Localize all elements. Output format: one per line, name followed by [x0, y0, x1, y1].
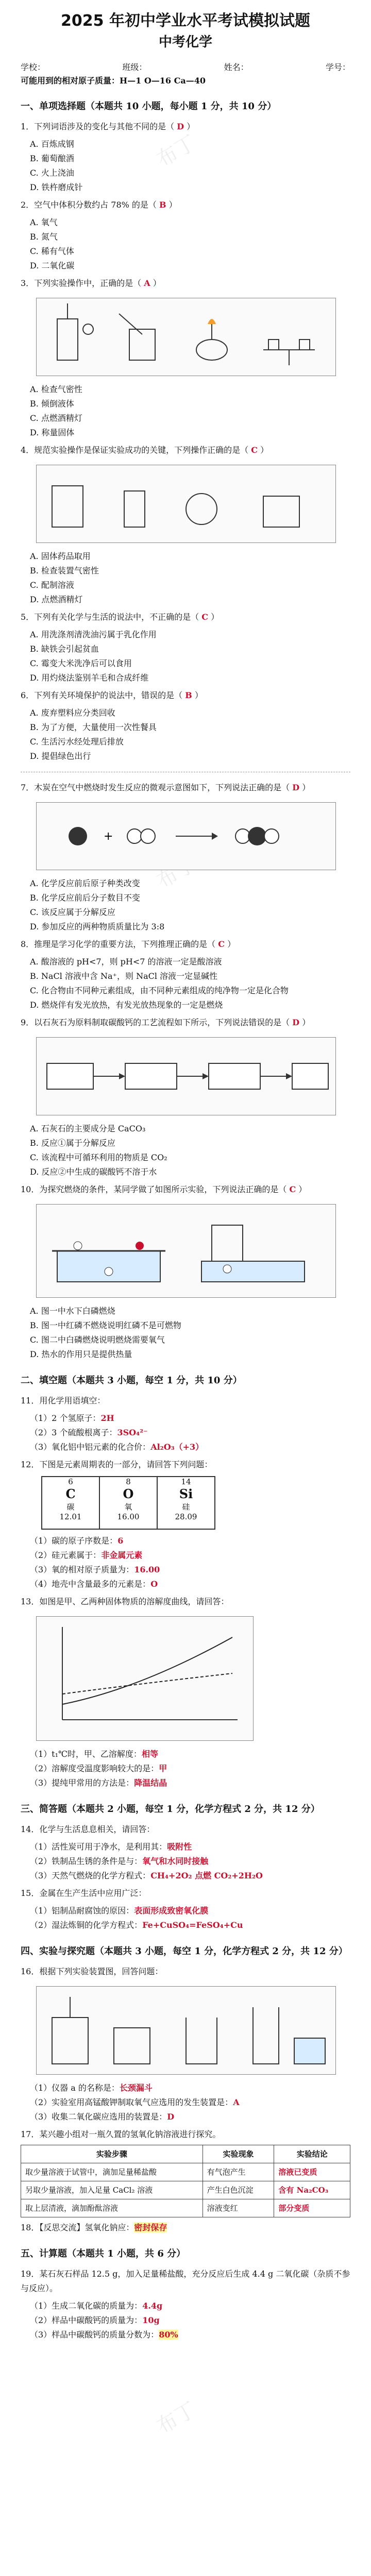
options	[30, 955, 350, 1012]
answer: C	[251, 445, 258, 455]
table-row: 取上层清液，滴加酚酞溶液 溶液变红 部分变质	[21, 2199, 350, 2217]
options	[30, 549, 350, 607]
answer: 相等	[141, 1749, 158, 1759]
sub-item: （2）湿法炼铜的化学方程式：Fe+CuSO₄=FeSO₄+Cu	[30, 1920, 243, 1930]
options	[30, 382, 350, 440]
question-16: 16．根据下列实验装置图，回答问题：	[21, 1967, 163, 1976]
class-field: 班级：	[122, 62, 147, 72]
options	[30, 1122, 350, 1179]
element-cell: 14 Si 硅 28.09	[158, 1476, 215, 1530]
answer: 6	[117, 1536, 124, 1546]
question-11: 11．用化学用语填空：	[21, 1396, 106, 1405]
options	[30, 137, 350, 195]
answer: 吸附性	[167, 1842, 192, 1852]
section-2-heading: 二、填空题（本题共 3 小题，每空 1 分，共 10 分）	[21, 1375, 242, 1386]
number-field: 学号：	[325, 62, 350, 72]
table-row: 另取少量溶液，加入足量 CaCl₂ 溶液 产生白色沉淀 含有 Na₂CO₃	[21, 2181, 350, 2199]
answer: A	[144, 278, 150, 288]
answer: 16.00	[134, 1565, 160, 1574]
question-1: 1．下列词语涉及的变化与其他不同的是（ D ）	[21, 122, 195, 131]
sub-items	[30, 1411, 350, 1454]
name-field: 姓名：	[224, 62, 249, 72]
question-17: 17．某兴趣小组对一瓶久置的氢氧化钠溶液进行探究。	[21, 2129, 221, 2139]
sub-item: （2）3 个硫酸根离子：3SO₄²⁻	[30, 1428, 148, 1437]
question-18: 18．【反思交流】氢氧化钠应：密封保存	[21, 2223, 167, 2232]
sub-items	[30, 1840, 350, 1883]
answer: O	[150, 1579, 158, 1589]
sub-item: （3）样品中碳酸钙的质量分数为：80%	[30, 2330, 178, 2340]
micro-reaction-figure	[36, 802, 336, 870]
sub-items	[30, 1534, 350, 1591]
option: D. 二氧化碳	[30, 261, 75, 270]
lamp-illustration	[196, 319, 227, 360]
option: C. 该反应属于分解反应	[30, 907, 115, 917]
sub-item: （2）样品中碳酸钙的质量为：10g	[30, 2315, 160, 2325]
option: A. 酸溶液的 pH<7，则 pH<7 的溶液一定是酸溶液	[30, 957, 222, 967]
school-field: 学校：	[21, 62, 46, 72]
option: A. 百炼成钢	[30, 139, 74, 149]
option: D. 铁杵磨成针	[30, 182, 83, 192]
answer: D	[177, 122, 184, 131]
question-14: 14．化学与生活息息相关，请回答：	[21, 1824, 155, 1834]
flask-illustration	[57, 303, 93, 360]
answer: D	[292, 783, 300, 792]
answer: 氧气和水同时接触	[142, 1856, 209, 1866]
option: B. 为了方便，大量使用一次性餐具	[30, 722, 157, 732]
question-3: 3．下列实验操作中，正确的是（ A ）	[21, 278, 161, 288]
exam-title: 2025 年初中学业水平考试模拟试题	[61, 12, 310, 30]
answer: 10g	[142, 2315, 160, 2325]
question-9: 9．以石灰石为原料制取碳酸钙的工艺流程如下所示，下列说法错误的是（ D ）	[21, 1018, 311, 1027]
option: A. 废弃塑料应分类回收	[30, 708, 115, 718]
option: A. 检查气密性	[30, 384, 82, 394]
section-1-heading: 一、单项选择题（本题共 10 小题，每小题 1 分，共 10 分）	[21, 101, 277, 112]
sub-items	[30, 1747, 350, 1790]
option: A. 图一中水下白磷燃烧	[30, 1306, 115, 1316]
option: A. 石灰石的主要成分是 CaCO₃	[30, 1124, 146, 1133]
option: C. 配制溶液	[30, 580, 74, 590]
sub-item: （1）铝制品耐腐蚀的原因：表面形成致密氧化膜	[30, 1906, 209, 1916]
beaker-illustration	[119, 314, 155, 360]
options	[30, 706, 350, 764]
operations-figure-2	[36, 465, 336, 543]
watermark: 布丁	[153, 852, 200, 893]
sub-items	[30, 1904, 350, 1933]
option: D. 燃烧伴有发光放热，有发光放热现象的一定是燃烧	[30, 1000, 223, 1010]
options	[30, 1304, 350, 1362]
question-2: 2．空气中体积分数约占 78% 的是（ B ）	[21, 200, 177, 210]
table-row: 取少量溶液于试管中，滴加足量稀盐酸 有气泡产生 溶液已变质	[21, 2163, 350, 2181]
option: D. 提倡绿色出行	[30, 751, 91, 761]
option: B. 化学反应前后分子数目不变	[30, 893, 140, 903]
question-12: 12．下图是元素周期表的一部分，请回答下列问题：	[21, 1460, 213, 1469]
question-7: 7．木炭在空气中燃烧时发生反应的微观示意图如下，下列说法正确的是（ D ）	[21, 783, 311, 792]
answer: 4.4g	[142, 2301, 163, 2311]
answer: 3SO₄²⁻	[117, 1428, 148, 1437]
answer: A	[233, 2097, 240, 2107]
option: D. 用灼烧法鉴别羊毛和合成纤维	[30, 673, 149, 683]
option: D. 点燃酒精灯	[30, 595, 83, 604]
answer: 2H	[100, 1413, 114, 1423]
sub-item: （1）仪器 a 的名称是：长颈漏斗	[30, 2083, 153, 2093]
element-cell: 6 C 碳 12.01	[41, 1476, 100, 1530]
option: A. 化学反应前后原子种类改变	[30, 878, 140, 888]
option: C. 图二中白磷燃烧说明燃烧需要氧气	[30, 1335, 165, 1345]
question-8: 8．推理是学习化学的重要方法，下列推理正确的是（ C ）	[21, 939, 236, 949]
combustion-experiment-figure	[36, 1204, 336, 1298]
section-3-heading: 三、简答题（本题共 2 小题，每空 1 分，化学方程式 2 分，共 12 分）	[21, 1804, 320, 1815]
question-19: 19．某石灰石样品 12.5 g，加入足量稀盐酸，充分反应后生成 4.4 g 二氧化碳（杂质不参与反应）。	[21, 2269, 350, 2293]
question-5: 5．下列有关化学与生活的说法中，不正确的是（ C ）	[21, 612, 220, 622]
question-15: 15．金属在生产生活中应用广泛：	[21, 1888, 147, 1898]
option: C. 该流程中可循环利用的物质是 CO₂	[30, 1153, 167, 1162]
option: A. 用洗涤剂清洗油污属于乳化作用	[30, 630, 157, 639]
option: D. 热水的作用只是提供热量	[30, 1349, 132, 1359]
element-cell: 8 O 氧 16.00	[100, 1476, 158, 1530]
exam-sheet	[21, 10, 350, 2342]
option: B. 氮气	[30, 232, 58, 242]
option: B. 倾倒液体	[30, 399, 74, 409]
question-13: 13．如图是甲、乙两种固体物质的溶解度曲线，请回答：	[21, 1597, 229, 1606]
answer: 非金属元素	[101, 1550, 143, 1560]
option: D. 反应②中生成的碳酸钙不溶于水	[30, 1167, 157, 1177]
option: D. 称量固体	[30, 428, 75, 437]
option: B. 图一中红磷不燃烧说明红磷不是可燃物	[30, 1320, 181, 1330]
options	[30, 628, 350, 685]
periodic-table-fragment	[41, 1476, 350, 1530]
lab-operations-figure	[36, 298, 336, 376]
answer: B	[159, 200, 166, 210]
sub-item: （3）收集二氧化碳应选用的装置是：D	[30, 2112, 175, 2122]
balance-illustration	[263, 340, 315, 365]
student-info	[21, 61, 350, 74]
option: D. 参加反应的两种物质质量比为 3:8	[30, 922, 165, 931]
answer: 降温结晶	[134, 1778, 167, 1788]
experiment-table	[21, 2145, 350, 2217]
answer: C	[289, 1184, 296, 1194]
sub-item: （1）生成二氧化碳的质量为：4.4g	[30, 2301, 163, 2311]
option: B. NaCl 溶液中含 Na⁺，则 NaCl 溶液一定显碱性	[30, 971, 218, 981]
sub-item: （1）t₁℃时，甲、乙溶解度：相等	[30, 1749, 158, 1759]
sub-item: （2）铁制品生锈的条件是与：氧气和水同时接触	[30, 1856, 209, 1866]
question-6: 6．下列有关环境保护的说法中，错误的是（ B ）	[21, 690, 203, 700]
answer: Al₂O₃（+3）	[150, 1442, 204, 1452]
question-4: 4．规范实验操作是保证实验成功的关键，下列操作正确的是（ C ）	[21, 445, 269, 455]
svg-text:+: +	[104, 830, 113, 843]
sub-item: （3）天然气燃烧的化学方程式：CH₄+2O₂ 点燃 CO₂+2H₂O	[30, 1871, 263, 1880]
answer: B	[185, 690, 192, 700]
atomic-mass-note: 可能用到的相对原子质量：H—1 O—16 Ca—40	[21, 76, 206, 86]
sub-item: （2）溶解度受温度影响较大的是：甲	[30, 1764, 167, 1773]
question-10: 10．为探究燃烧的条件，某同学做了如图所示实验，下列说法正确的是（ C ）	[21, 1184, 307, 1194]
answer: CH₄+2O₂ 点燃 CO₂+2H₂O	[150, 1871, 263, 1880]
sub-item: （2）实验室用高锰酸钾制取氧气应选用的发生装置是：A	[30, 2097, 240, 2107]
option: B. 检查装置气密性	[30, 566, 99, 575]
gas-apparatus-figure	[36, 1986, 336, 2075]
option: B. 反应①属于分解反应	[30, 1138, 115, 1148]
option: C. 稀有气体	[30, 246, 74, 256]
exam-subtitle: 中考化学	[158, 35, 212, 50]
sub-item: （2）硅元素属于：非金属元素	[30, 1550, 143, 1560]
sub-items	[30, 2299, 350, 2342]
section-4-heading: 四、实验与探究题（本题共 3 小题，每空 1 分，化学方程式 2 分，共 12 分）	[21, 1946, 348, 1957]
section-5-heading: 五、计算题（本题共 1 小题，共 6 分）	[21, 2248, 186, 2259]
option: B. 葡萄酿酒	[30, 154, 74, 163]
sub-item: （4）地壳中含量最多的元素是：O	[30, 1579, 158, 1589]
option: C. 火上浇油	[30, 168, 74, 178]
sub-items	[30, 2081, 350, 2124]
watermark: 布丁	[153, 131, 200, 172]
answer: Fe+CuSO₄=FeSO₄+Cu	[142, 1920, 243, 1930]
sub-item: （3）提纯甲常用的方法是：降温结晶	[30, 1778, 167, 1788]
watermark: 布丁	[153, 2398, 200, 2439]
solubility-curve-figure	[36, 1616, 254, 1741]
answer: C	[218, 939, 225, 949]
sub-item: （3）氧的相对原子质量为：16.00	[30, 1565, 160, 1574]
sub-item: （1）碳的原子序数是：6	[30, 1536, 124, 1546]
answer: 长颈漏斗	[119, 2083, 153, 2093]
sub-item: （1）活性炭可用于净水，是利用其：吸附性	[30, 1842, 192, 1852]
watermark: 布丁	[153, 1625, 200, 1666]
answer: 甲	[159, 1764, 167, 1773]
option: C. 生活污水经处理后排放	[30, 737, 124, 747]
option: C. 霉变大米洗净后可以食用	[30, 658, 132, 668]
answer: C	[201, 612, 209, 622]
table-header-row: 实验步骤 实验现象 实验结论	[21, 2145, 350, 2163]
answer: D	[167, 2112, 175, 2122]
options	[30, 215, 350, 273]
answer: 80%	[159, 2330, 178, 2340]
option: B. 缺铁会引起贫血	[30, 644, 99, 654]
process-flow-figure	[36, 1037, 336, 1115]
answer: 密封保存	[134, 2223, 167, 2232]
sub-item: （1）2 个氢原子：2H	[30, 1413, 114, 1423]
sub-item: （3）氧化铝中铝元素的化合价：Al₂O₃（+3）	[30, 1442, 204, 1452]
answer: D	[292, 1018, 300, 1027]
option: C. 点燃酒精灯	[30, 413, 82, 423]
options	[30, 876, 350, 934]
option: A. 固体药品取用	[30, 551, 91, 561]
option: A. 氧气	[30, 217, 58, 227]
option: C. 化合物由不同种元素组成，由不同种元素组成的纯净物一定是化合物	[30, 986, 289, 995]
answer: 表面形成致密氧化膜	[134, 1906, 209, 1916]
